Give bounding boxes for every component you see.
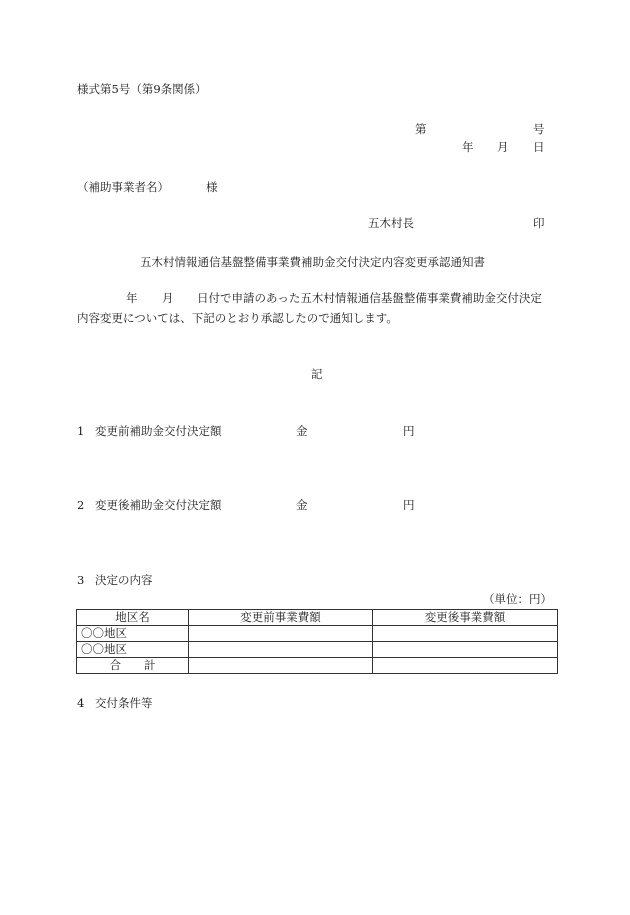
document-number-prefix: 第 <box>415 122 427 136</box>
item-2-yen: 円 <box>403 498 415 512</box>
item-1-label: 変更前補助金交付決定額 <box>95 424 222 438</box>
date-month: 月 <box>497 140 509 154</box>
cell-total-label: 合 計 <box>77 658 189 674</box>
table-total-row <box>77 658 558 674</box>
header-after: 変更後事業費額 <box>373 610 558 626</box>
table-row <box>77 642 558 658</box>
decision-table <box>76 609 558 674</box>
addressee-name: （補助事業者名） <box>77 180 169 194</box>
item-3-number: 3 <box>77 573 85 587</box>
table-header-row <box>77 610 558 626</box>
cell-after <box>373 626 558 642</box>
cell-before <box>189 626 373 642</box>
item-2-kin: 金 <box>296 498 308 512</box>
document-number-suffix: 号 <box>533 122 545 136</box>
body-text-line1: 日付で申請のあった五木村情報通信基盤整備事業費補助金交付決定 <box>197 291 542 305</box>
item-4-label: 交付条件等 <box>95 696 153 710</box>
table-row <box>77 626 558 642</box>
item-1-number: 1 <box>77 424 85 438</box>
body-text-line2: 内容変更については、下記のとおり承認したので通知します。 <box>77 311 398 325</box>
ki-heading: 記 <box>311 367 323 381</box>
cell-after <box>373 642 558 658</box>
item-3-label: 決定の内容 <box>95 573 153 587</box>
item-2-number: 2 <box>77 498 85 512</box>
item-1-yen: 円 <box>403 424 415 438</box>
body-month: 月 <box>162 291 174 305</box>
item-1-kin: 金 <box>296 424 308 438</box>
cell-before <box>189 658 373 674</box>
date-year: 年 <box>462 140 474 154</box>
cell-before <box>189 642 373 658</box>
cell-area: 〇〇地区 <box>77 642 189 658</box>
unit-label: （単位：円） <box>483 592 552 606</box>
item-2-label: 変更後補助金交付決定額 <box>95 498 222 512</box>
issuer-title: 五木村長 <box>368 216 414 230</box>
cell-area: 〇〇地区 <box>77 626 189 642</box>
cell-after <box>373 658 558 674</box>
date-day: 日 <box>533 140 545 154</box>
document-title: 五木村情報通信基盤整備事業費補助金交付決定内容変更承認通知書 <box>140 255 485 269</box>
body-year: 年 <box>126 291 138 305</box>
form-number: 様式第5号（第9条関係） <box>77 82 207 96</box>
header-before: 変更前事業費額 <box>189 610 373 626</box>
item-4-number: 4 <box>77 696 85 710</box>
seal-mark: 印 <box>533 216 545 230</box>
header-area: 地区名 <box>77 610 189 626</box>
addressee-honorific: 様 <box>206 180 218 194</box>
